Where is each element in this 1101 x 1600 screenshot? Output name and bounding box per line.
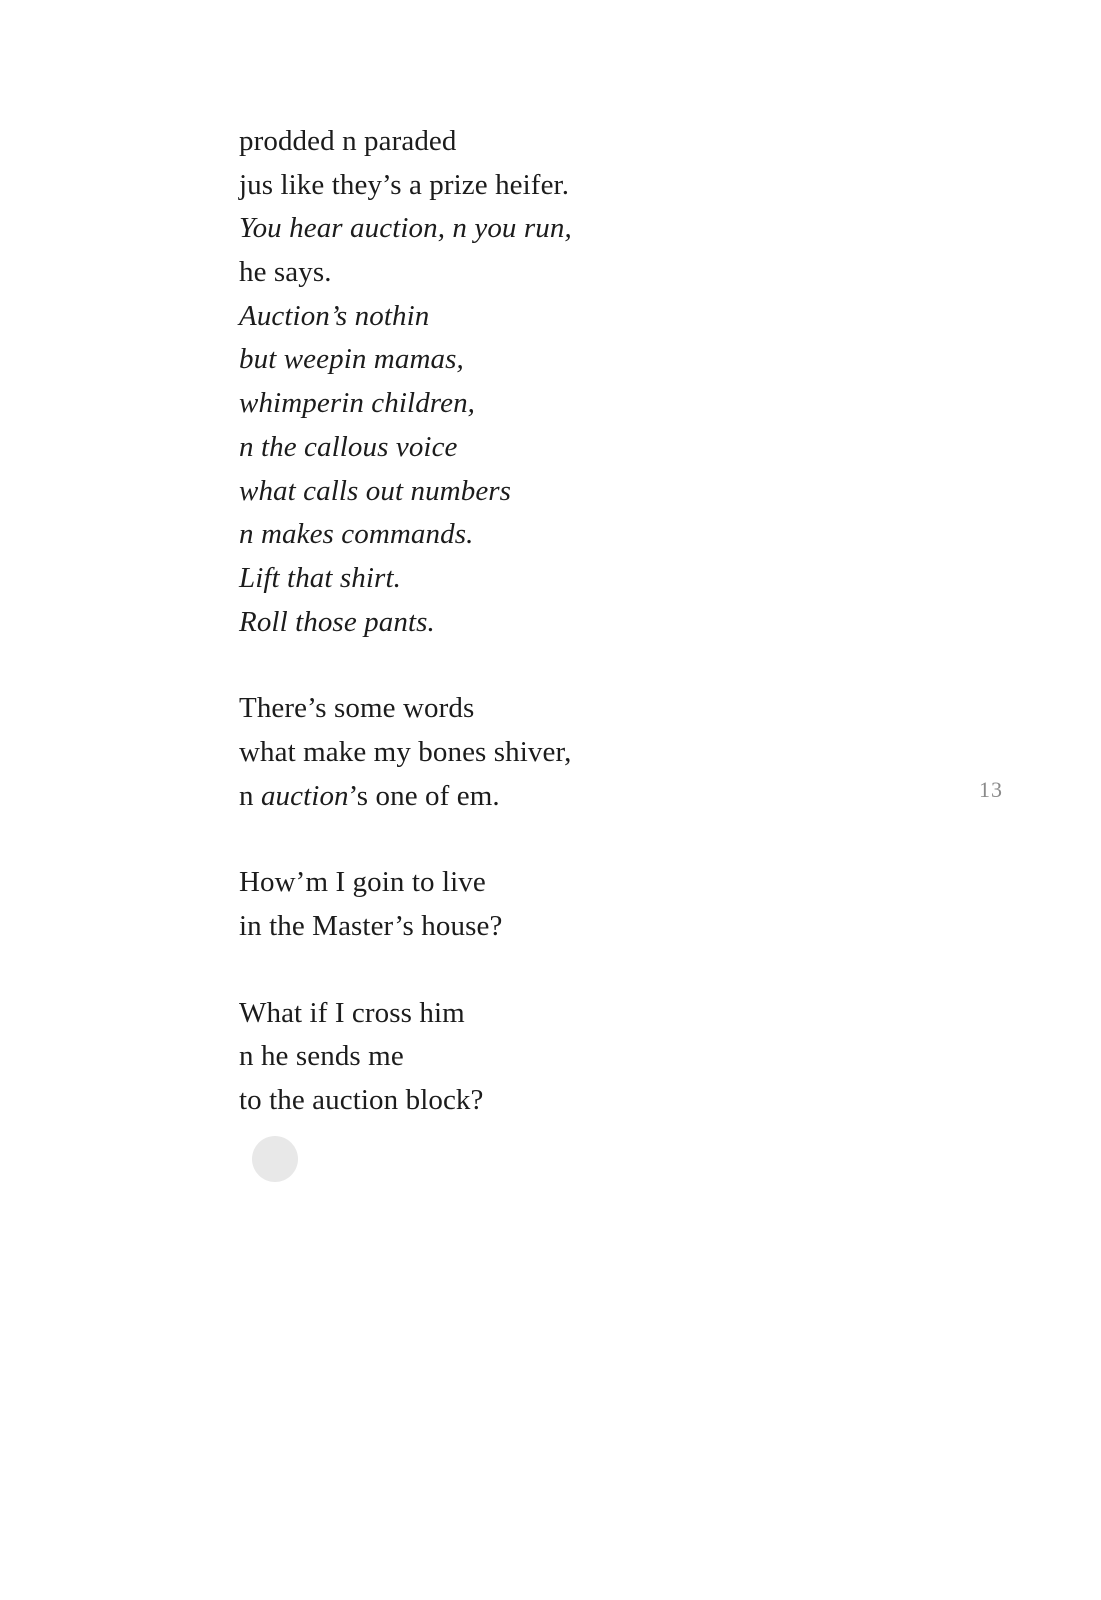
- stanza: [239, 861, 839, 948]
- poem-line: jus like they’s a prize heifer.: [239, 168, 570, 201]
- poem-line: n he sends me: [239, 1040, 404, 1073]
- poem-line: What if I cross him: [239, 996, 465, 1029]
- poem-line: Auction’s nothin: [239, 299, 430, 332]
- poem-line: in the Master’s house?: [239, 910, 503, 942]
- section-end-dot: [252, 1136, 298, 1182]
- poem-line: whimperin children,: [239, 387, 476, 420]
- poem-body: [239, 120, 839, 1166]
- poem-line: but weepin mamas,: [239, 343, 464, 376]
- poem-line: n the callous voice: [239, 430, 458, 463]
- poem-line: Lift that shirt.: [239, 561, 401, 594]
- page-number: 13: [979, 777, 1003, 802]
- poem-line: You hear auction, n you run,: [239, 212, 572, 245]
- poem-line: n makes commands.: [239, 518, 474, 551]
- stanza: [239, 992, 839, 1123]
- stanza: [239, 120, 839, 644]
- line-segment: n: [239, 779, 261, 812]
- poem-line: to the auction block?: [239, 1084, 484, 1117]
- emphasized-word: auction: [260, 779, 349, 812]
- poem-line: Roll those pants.: [239, 605, 435, 638]
- poem-line: [239, 775, 839, 819]
- poem-line: he says.: [239, 256, 332, 289]
- poem-line: what make my bones shiver,: [239, 735, 572, 768]
- line-segment: ’s one of em.: [348, 779, 500, 812]
- poem-line: There’s some words: [239, 692, 475, 725]
- stanza: [239, 687, 839, 818]
- poem-line: what calls out numbers: [239, 474, 512, 507]
- poem-line: prodded n paraded: [239, 125, 457, 157]
- poem-line: How’m I goin to live: [239, 866, 486, 899]
